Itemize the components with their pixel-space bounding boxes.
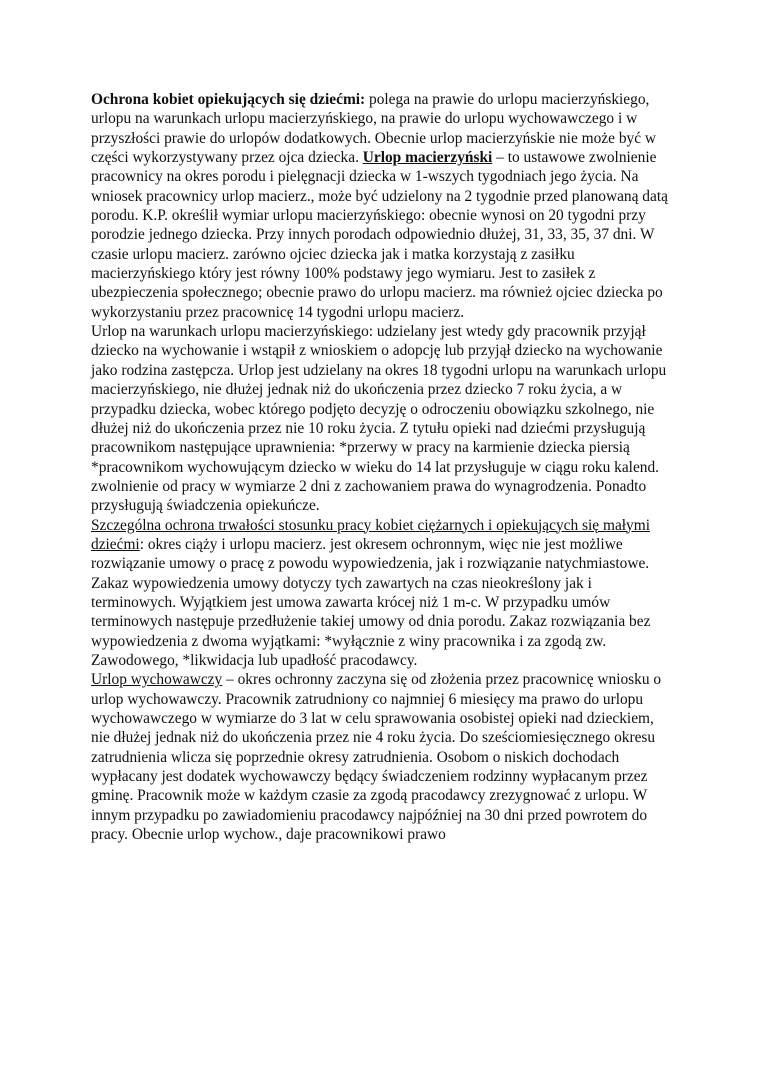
paragraph-text: – okres ochronny zaczyna się od złożenia przez pracownicę wniosku o urlop wychowawczy. Pracownik zatrudniony co najmniej 6 miesięcy ma prawo do urlopu wychowawczego w wymiarze do 3 lat w celu sprawowania osobistej opieki nad dzieckiem, nie dłużej jednak niż do ukończenia przez nie 4 roku życia. Do sześciomiesięcznego okresu zatrudnienia wlicza się poprzednie okresy zatrudnienia. Osobom o niskich dochodach wypłacany jest dodatek wychowawczy będący świadczeniem rodzinny wypłacanym przez gminę. Pracownik może w każdym czasie za zgodą pracodawcy zrezygnować z urlopu. W innym przypadku po zawiadomieniu pracodawcy najpóźniej na 30 dni przed powrotem do pracy. Obecnie urlop wychow., daje pracownikowi prawo [91,671,662,844]
paragraph-adoption-leave [91,322,671,515]
paragraph-text: Urlop na warunkach urlopu macierzyńskiego: udzielany jest wtedy gdy pracownik przyjął dziecko na wychowanie i wstąpił z wnioskiem o adopcję lub przyjął dziecko na wychowanie jako rodzina zastępcza. Urlop jest udzielany na okres 18 tygodni urlopu na warunkach urlopu macierzyńskiego, nie dłużej jednak niż do ukończenia przez dziecko 7 roku życia, a w przypadku dziecka, wobec którego podjęto decyzję o odroczeniu obowiązku szkolnego, nie dłużej niż do ukończenia przez nie 10 roku życia. Z tytułu opieki nad dziećmi przysługują pracownikom następujące uprawnienia: *przerwy w pracy na karmienie dziecka piersią *pracownikom wychowującym dziecko w wieku do 14 lat przysługuje w ciągu roku kalend. zwolnienie od pracy w wymiarze 2 dni z zachowaniem prawa do wynagrodzenia. Ponadto przysługują świadczenia opiekuńcze. [91,323,667,515]
paragraph-special-protection [91,516,671,671]
term-maternity-leave: Urlop macierzyński [362,149,493,167]
paragraph-maternity-protection [91,90,671,322]
document-body [91,90,671,844]
term-special-protection: Szczególna ochrona trwałości stosunku pracy kobiet ciężarnych i opiekujących się małymi dziećmi [91,516,651,553]
paragraph-text: : okres ciąży i urlopu macierz. jest okresem ochronnym, więc nie jest możliwe rozwiązanie umowy o pracę z powodu wypowiedzenia, jak i rozwiązanie natychmiastowe. Zakaz wypowiedzenia umowy dotyczy tych zawartych na czas nieokreślony jak i terminowych. Wyjątkiem jest umowa zawarta krócej niż 1 m-c. W przypadku umów terminowych następuje przedłużenie takiej umowy od dnia porodu. Zakaz rozwiązania bez wypowiedzenia z dwoma wyjątkami: *wyłącznie z winy pracownika i za zgodą zw. Zawodowego, *likwidacja lub upadłość pracodawcy. [91,535,651,669]
paragraph-text: polega na prawie do urlopu macierzyńskiego, urlopu na warunkach urlopu macierzyńskiego, na prawie do urlopu wychowawczego i w przyszłości prawie do urlopów dodatkowych. Obecnie urlop macierzyńskie nie może być w części wykorzystywany przez ojca dziecka. [91,91,656,167]
heading-protection-of-women: Ochrona kobiet opiekujących się dziećmi: [91,91,366,108]
paragraph-text: – to ustawowe zwolnienie pracownicy na okres porodu i pielęgnacji dziecka w 1-wszych tygodniach jego życia. Na wniosek pracownicy urlop macierz., może być udzielony na 2 tygodnie przed planowaną datą porodu. K.P. określił wymiar urlopu macierzyńskiego: obecnie wynosi on 20 tygodni przy porodzie jednego dziecka. Przy innych porodach odpowiednio dłużej, 31, 33, 35, 37 dni. W czasie urlopu macierz. zarówno ojciec dziecka jak i matka korzystają z zasiłku macierzyńskiego który jest równy 100% podstawy jego wymiaru. Jest to zasiłek z ubezpieczenia społecznego; obecnie prawo do urlopu macierz. ma również ojciec dziecka po wykorzystaniu przez pracownicę 14 tygodni urlopu macierz. [91,149,668,321]
paragraph-parental-leave [91,670,671,844]
term-parental-leave: Urlop wychowawczy [91,671,223,689]
